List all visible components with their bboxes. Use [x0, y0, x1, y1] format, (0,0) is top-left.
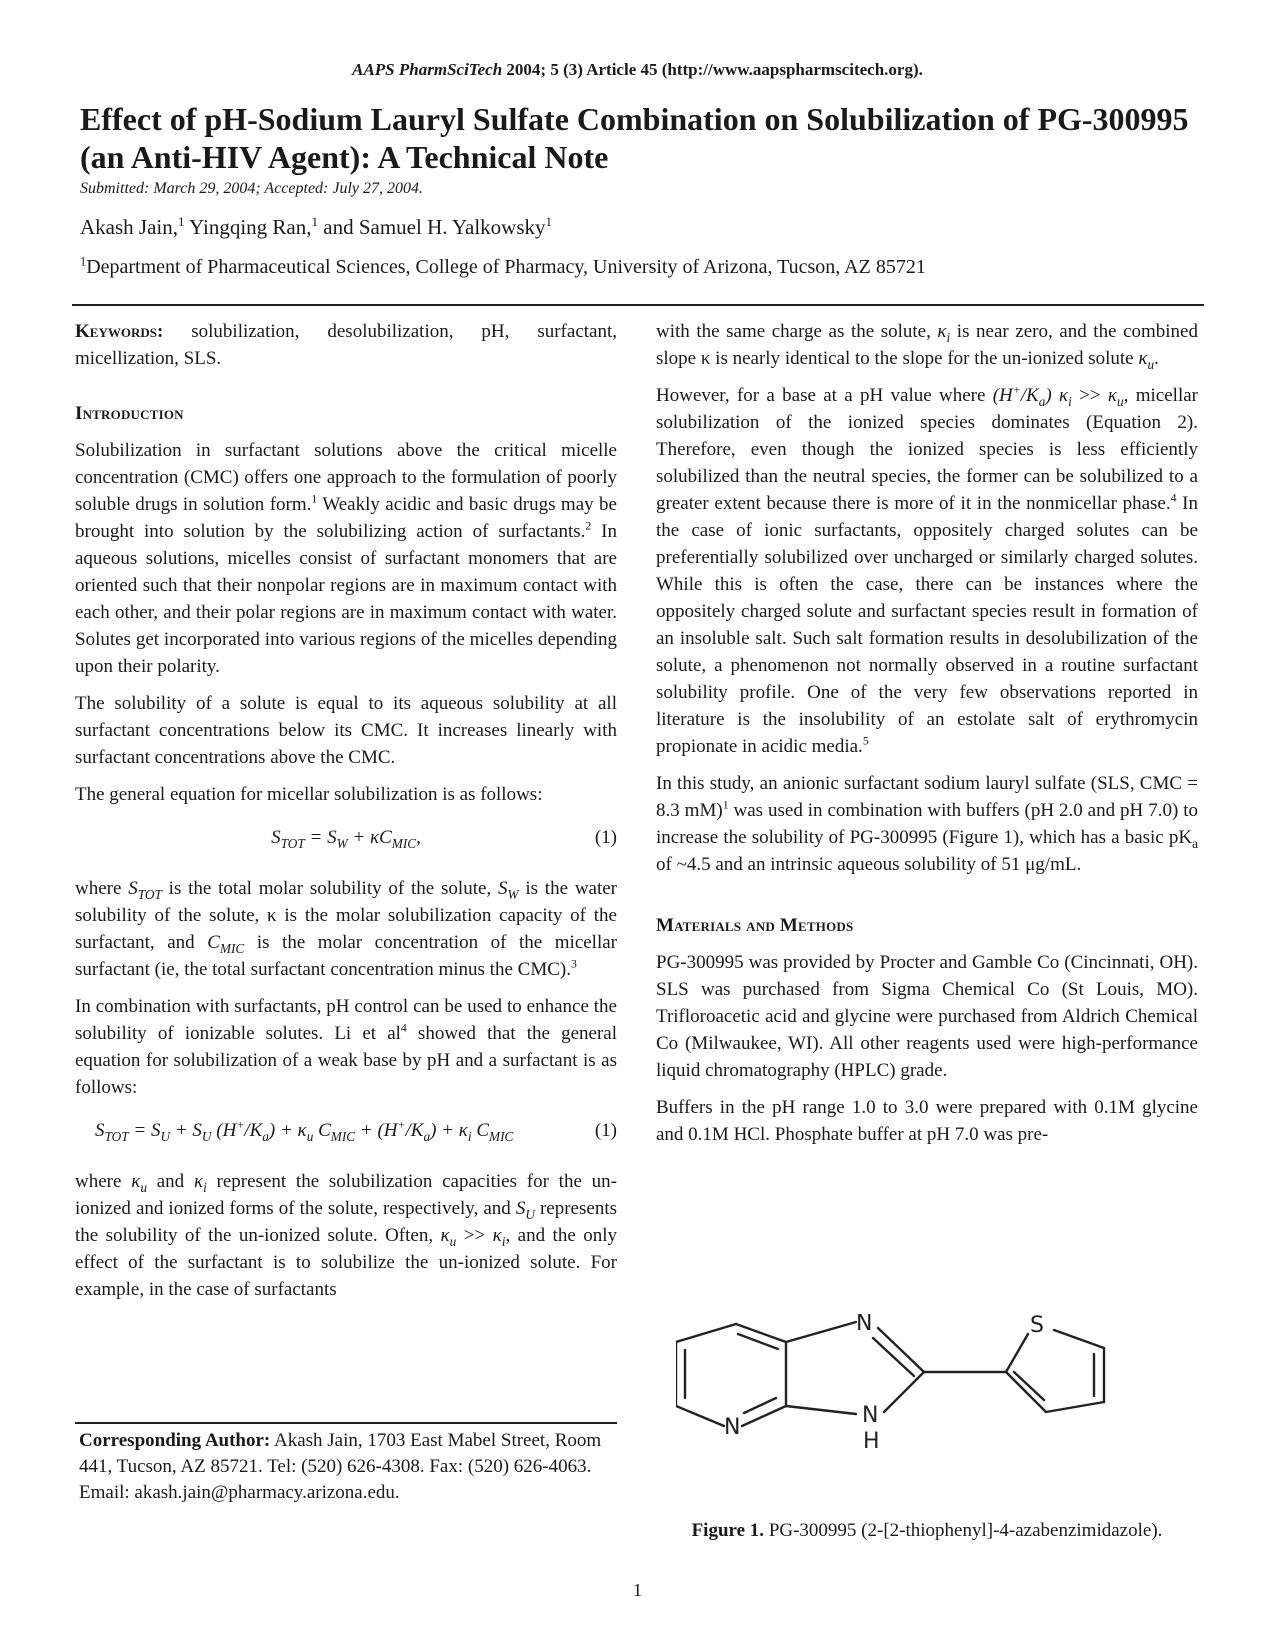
equation-number: (1)	[594, 827, 617, 848]
bond	[786, 1322, 856, 1342]
journal-citation: 2004; 5 (3) Article 45 (http://www.aapspharmscitech.org).	[502, 60, 923, 79]
keywords-label: Keywords:	[75, 321, 164, 342]
paper-title: Effect of pH-Sodium Lauryl Sulfate Combination on Solubilization of PG-300995 (an Anti-HIV Agent): A Technical Note	[80, 101, 1189, 175]
journal-header	[0, 60, 1275, 80]
paragraph: where $S_{TOT}$ is the total molar solubility of the solute, $S_W$ is the water solubility of the solute, κ is the molar solubilization capacity of the surfactant, and $C_{MIC}$ is the molar concentration of the micellar surfactant (ie, the total surfactant concentration minus the CMC).$^3$	[75, 878, 618, 980]
paragraph: However, for a base at a pH value where $(H^+/K_a) \kappa_i >> \kappa_u$, micellar solubilization of the ionized species dominates (Equation 2). Therefore, even though the ionized species is less efficiently solubilized than the neutral species, the former can be solubilized to a greater extent because there is more of it in the nonmicellar phase.$^4$ In the case of ionic surfactants, oppositely charged solutes can be preferentially solubilized over uncharged or similarly charged solutes. While this is often the case, there can be instances where the oppositely charged solute and surfactant species result in formation of an insoluble salt. Such salt formation results in desolubilization of the solute, a phenomenon not normally observed in a routine surfactant solubility profile. One of the very few observations reported in literature is the insolubility of an estolate salt of erythromycin propionate in acidic media.$^5$	[656, 383, 1198, 757]
author-2-affil: 1	[311, 214, 319, 229]
journal-name: AAPS PharmSciTech	[352, 60, 503, 79]
figure-label: Figure 1.	[691, 1520, 765, 1541]
corresponding-label: Corresponding Author:	[79, 1430, 271, 1451]
keywords	[75, 318, 617, 372]
paragraph: PG-300995 was provided by Procter and Gamble Co (Cincinnati, OH). SLS was purchased from Sigma Chemical Co (St Louis, MO). Trifloroacetic acid and glycine were purchased from Aldrich Chemical Co (Milwaukee, WI). All other reagents used were high-performance liquid chromatography (HPLC) grade.	[656, 952, 1198, 1081]
bond-double	[744, 1398, 776, 1413]
paragraph: The general equation for micellar solubilization is as follows:	[75, 784, 543, 805]
affiliation	[80, 256, 926, 279]
author-3: and Samuel H. Yalkowsky	[318, 215, 546, 239]
footnote-rule	[75, 1422, 617, 1424]
keywords-text: solubilization, desolubilization, pH, surfactant, micellization, SLS.	[75, 321, 617, 369]
author-1-affil: 1	[178, 214, 185, 229]
section-heading-introduction: Introduction	[75, 403, 184, 424]
page-number: 1	[633, 1580, 642, 1600]
corresponding-text: Akash Jain, 1703 East Mabel Street, Room 441, Tucson, AZ 85721. Tel: (520) 626-4308. Fax: (520) 626-4063. Email: akash.jain@pharmacy.arizona.edu.	[79, 1430, 602, 1503]
bond	[1006, 1334, 1028, 1372]
author-2: Yingqing Ran,	[184, 215, 312, 239]
author-3-affil: 1	[545, 214, 553, 229]
section-heading-methods: Materials and Methods	[656, 915, 854, 936]
atom-label: N	[724, 1415, 741, 1440]
paragraph: In this study, an anionic surfactant sodium lauryl sulfate (SLS, CMC = 8.3 mM)$^1$ was used in combination with buffers (pH 2.0 and pH 7.0) to increase the solubility of PG-300995 (Figure 1), which has a basic $pK_a$ of ~4.5 and an intrinsic aqueous solubility of 51 μg/mL.	[656, 773, 1198, 875]
bond	[736, 1324, 786, 1342]
bond	[676, 1324, 736, 1342]
bond	[742, 1406, 786, 1426]
bond	[1054, 1330, 1104, 1348]
chemical-structure-figure	[676, 1314, 1196, 1514]
equation-2: $S_{TOT} = S_U + S_U$ $(H^+/K_a) + \kappa_u$ $C_{MIC} + (H^+/K_a) + \kappa_i$ $C_{MIC}$ (1)	[95, 1118, 617, 1144]
bond	[1046, 1402, 1104, 1412]
paragraph: with the same charge as the solute, $\kappa_i$ is near zero, and the combined slope κ is nearly identical to the slope for the un-ionized solute $\kappa_u$.	[656, 321, 1198, 372]
atom-label: N	[856, 1314, 873, 1336]
paragraph: Solubilization in surfactant solutions above the critical micelle concentration (CMC) offers one approach to the formulation of poorly soluble drugs in solution form.$^1$ Weakly acidic and basic drugs may be brought into solution by the solubilizing action of surfactants.$^2$ In aqueous solutions, micelles consist of surfactant monomers that are oriented such that their nonpolar regions are in maximum contact with each other, and their polar regions are in maximum contact with water. Solutes get incorporated into various regions of the micelles depending upon their polarity.	[75, 440, 617, 677]
equation-number: (1)	[594, 1120, 617, 1141]
author-list	[80, 215, 552, 240]
right-column	[656, 318, 1198, 1158]
affiliation-text: Department of Pharmaceutical Sciences, College of Pharmacy, University of Arizona, Tucson, AZ 85721	[86, 256, 926, 278]
paragraph: where $\kappa_u$ and $\kappa_i$ represent the solubilization capacities for the un-ionized and ionized forms of the solute, respectively, and $S_U$ represents the solubility of the un-ionized solute. Often, $\kappa_u >> \kappa_i$, and the only effect of the surfactant is to solubilize the un-ionized solute. For example, in the case of surfactants	[75, 1171, 617, 1300]
paragraph: The solubility of a solute is equal to its aqueous solubility at all surfactant concentrations below its CMC. It increases linearly with surfactant concentrations above the CMC.	[75, 693, 617, 768]
bond	[676, 1406, 724, 1426]
corresponding-author	[79, 1428, 617, 1506]
bond	[786, 1406, 856, 1414]
atom-label: H	[863, 1429, 880, 1454]
submission-dates: Submitted: March 29, 2004; Accepted: July 27, 2004.	[80, 180, 424, 197]
paragraph: In combination with surfactants, pH control can be used to enhance the solubility of ionizable solutes. Li et $al^4$ showed that the general equation for solubilization of a weak base by pH and a surfactant is as follows:	[75, 996, 617, 1098]
author-1: Akash Jain,	[80, 215, 178, 239]
bond	[1006, 1372, 1046, 1412]
bond	[884, 1372, 924, 1412]
atom-label: S	[1030, 1314, 1044, 1338]
affiliation-mark: 1	[80, 254, 87, 269]
figure-caption-text: PG-300995 (2-[2-thiophenyl]-4-azabenzimidazole).	[764, 1520, 1163, 1541]
atom-label: N	[862, 1403, 879, 1428]
left-column	[75, 318, 617, 1313]
paragraph: Buffers in the pH range 1.0 to 3.0 were prepared with 0.1M glycine and 0.1M HCl. Phosphate buffer at pH 7.0 was pre-	[656, 1097, 1198, 1145]
header-rule	[72, 304, 1204, 306]
equation-1: $S_{TOT} = S_W + \kappa C_{MIC}$, (1)	[75, 824, 617, 851]
figure-caption	[656, 1520, 1198, 1542]
